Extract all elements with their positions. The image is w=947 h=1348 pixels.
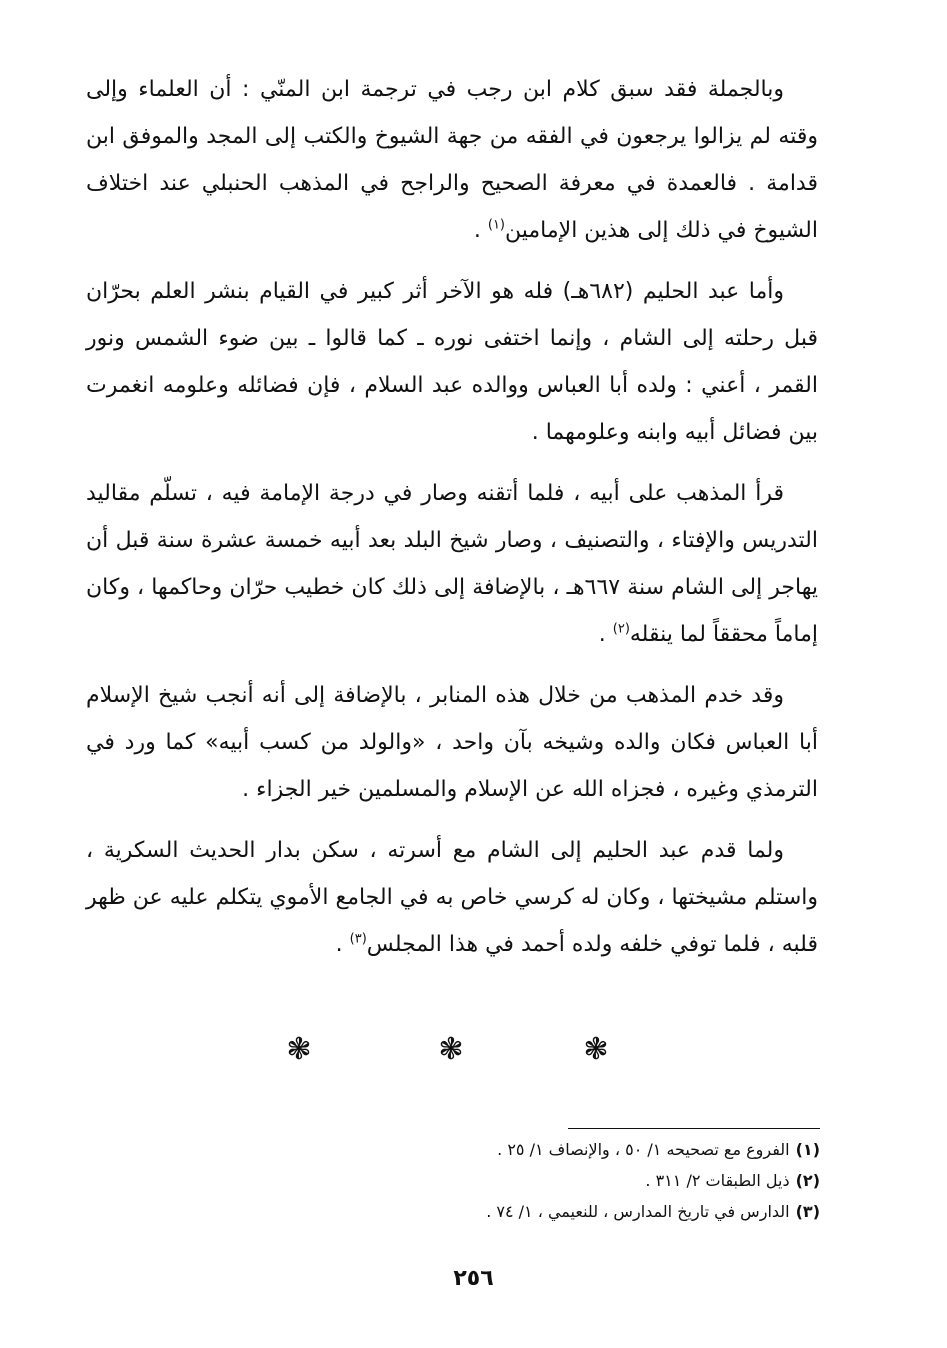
footnote-1-text: الفروع مع تصحيحه ١/ ٥٠ ، والإنصاف ١/ ٢٥ . (497, 1140, 790, 1159)
footnote-ref-3[interactable]: (٣) (349, 931, 367, 947)
paragraph-3 (86, 470, 818, 658)
paragraph-5-text: ولما قدم عبد الحليم إلى الشام مع أسرته ، سكن بدار الحديث السكرية ، واستلم مشيختها ، وكان له كرسي خاص به في الجامع الأموي يتكلم عليه عن ظهر قلبه ، فلما توفي خلفه ولده أحمد في هذا المجلس (86, 838, 818, 957)
footnote-1-number: (١) (795, 1140, 820, 1159)
paragraph-5 (86, 827, 818, 968)
footnote-2-text: ذيل الطبقات ٢/ ٣١١ . (645, 1171, 790, 1190)
footnote-2-number: (٢) (795, 1171, 820, 1190)
paragraph-4-end: . (242, 777, 257, 802)
paragraph-4 (86, 672, 818, 813)
paragraph-2 (86, 268, 818, 456)
footnotes (300, 1134, 820, 1227)
footnote-2 (300, 1165, 820, 1196)
paragraph-2-end: . (531, 420, 546, 445)
star-ornament-icon: ❃ (438, 1032, 464, 1067)
paragraph-1 (86, 66, 818, 254)
paragraph-5-end: . (335, 932, 350, 957)
paragraph-1-end: . (473, 218, 488, 243)
footnote-1 (300, 1134, 820, 1165)
paragraph-3-end: . (598, 622, 613, 647)
paragraph-2-text: وأما عبد الحليم (٦٨٢هـ) فله هو الآخر أثر كبير في القيام بنشر العلم بحرّان قبل رحلته إلى الشام ، وإنما اختفى نوره ـ كما قالوا ـ بين ضوء الشمس ونور القمر ، أعني : ولده أبا العباس ووالده عبد السلام ، فإن فضائله وعلومه انغمرت بين فضائل أبيه وابنه وعلومهما (86, 279, 818, 445)
page-number: ٢٥٦ (453, 1266, 494, 1291)
footnote-3 (300, 1196, 820, 1227)
footnote-3-number: (٣) (795, 1202, 820, 1221)
star-ornament-icon: ❃ (583, 1032, 609, 1067)
footnote-3-text: الدارس في تاريخ المدارس ، للنعيمي ، ١/ ٧٤ . (486, 1202, 790, 1221)
paragraph-1-text: وبالجملة فقد سبق كلام ابن رجب في ترجمة ابن المنّي : أن العلماء وإلى وقته لم يزالوا يرجعون في الفقه من جهة الشيوخ والكتب إلى المجد والموفق ابن قدامة . فالعمدة في معرفة الصحيح والراجح في المذهب الحنبلي عند اختلاف الشيوخ في ذلك إلى هذين الإمامين (86, 77, 818, 243)
star-ornament-icon: ❃ (286, 1032, 312, 1067)
section-separator (0, 1032, 947, 1072)
paragraph-3-text: قرأ المذهب على أبيه ، فلما أتقنه وصار في درجة الإمامة فيه ، تسلّم مقاليد التدريس والإفتاء ، والتصنيف ، وصار شيخ البلد بعد أبيه خمسة عشرة سنة قبل أن يهاجر إلى الشام سنة ٦٦٧هـ ، بالإضافة إلى ذلك كان خطيب حرّان وحاكمها ، وكان إماماً محققاً لما ينقله (86, 481, 818, 647)
paragraph-4-text: وقد خدم المذهب من خلال هذه المنابر ، بالإضافة إلى أنه أنجب شيخ الإسلام أبا العباس فكان والده وشيخه بآن واحد ، «والولد من كسب أبيه» كما ورد في الترمذي وغيره ، فجزاه الله عن الإسلام والمسلمين خير الجزاء (86, 683, 818, 802)
footnote-divider (568, 1128, 820, 1129)
footnote-ref-1[interactable]: (١) (487, 217, 505, 233)
footnote-ref-2[interactable]: (٢) (612, 621, 630, 637)
main-text (86, 66, 818, 968)
